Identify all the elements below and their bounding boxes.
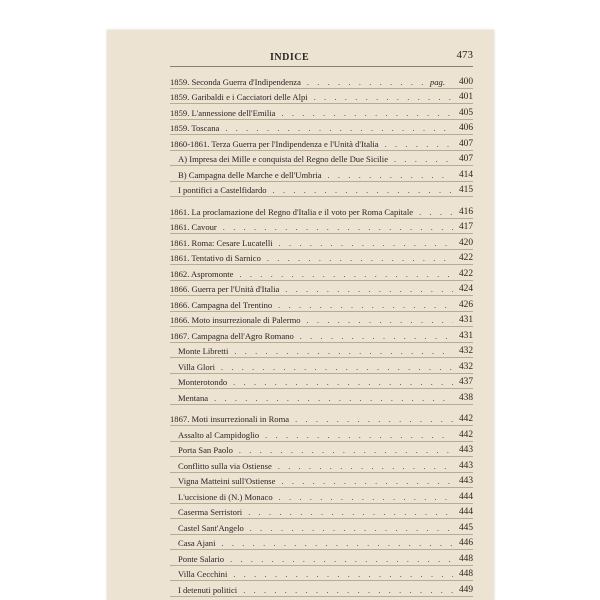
index-entry: 1860-1861. Terza Guerra per l'Indipendenza e l'Unità d'Italia . . . 407: [170, 135, 473, 151]
index-entry: 1859. Toscana . . . 406: [170, 120, 473, 136]
pag-abbrev: pag.: [429, 76, 445, 87]
index-entry: I pontifici a Castelfidardo . . . 415: [170, 182, 473, 198]
document-page: [107, 30, 494, 600]
index-entry: 1861. Tentativo di Sarnico . . . 422: [170, 250, 473, 266]
index-entry: 1859. Seconda Guerra d'Indipendenza . . . pag. 400: [170, 73, 473, 89]
index-entry: Monterotondo . . . 437: [170, 374, 473, 390]
index-entry: Villa Glori . . . 432: [170, 358, 473, 374]
index-list: [170, 73, 473, 600]
page-header: [170, 49, 473, 67]
index-entry: I detenuti politici . . . 449: [170, 581, 473, 597]
index-entry: 1866. Guerra per l'Unità d'Italia . . . 424: [170, 281, 473, 297]
index-entry: 1861. Cavour . . . 417: [170, 219, 473, 235]
index-entry: Caserma Serristori . . . 444: [170, 504, 473, 520]
index-entry: Ponte Salario . . . 448: [170, 550, 473, 566]
index-entry: [170, 597, 473, 600]
index-entry: B) Campagna delle Marche e dell'Umbria . . . 414: [170, 166, 473, 182]
index-entry: Mentana . . . 438: [170, 389, 473, 405]
index-entry: Villa Cecchini . . . 448: [170, 566, 473, 582]
index-entry: A) Impresa dei Mille e conquista del Regno delle Due Sicilie . . . 407: [170, 151, 473, 167]
index-entry: 1862. Aspromonte . . . 422: [170, 265, 473, 281]
page-number: 473: [456, 49, 473, 61]
index-entry: 1866. Moto insurrezionale di Palermo . . . 431: [170, 312, 473, 328]
index-entry: 1859. Garibaldi e i Cacciatori delle Alpi . . . 401: [170, 89, 473, 105]
index-entry: Conflitto sulla via Ostiense . . . 443: [170, 457, 473, 473]
index-entry: 1861. Roma: Cesare Lucatelli . . . 420: [170, 234, 473, 250]
index-entry: 1867. Moti insurrezionali in Roma . . . 442: [170, 411, 473, 427]
index-entry: 1859. L'annessione dell'Emilia . . . 405: [170, 104, 473, 120]
index-entry: Porta San Paolo . . . 443: [170, 442, 473, 458]
index-entry: 1861. La proclamazione del Regno d'Italia e il voto per Roma Capitale . . . 416: [170, 203, 473, 219]
index-title: INDICE: [270, 52, 310, 63]
index-entry: Casa Ajani . . . 446: [170, 535, 473, 551]
index-entry: Assalto al Campidoglio . . . 442: [170, 426, 473, 442]
index-entry: 1867. Campagna dell'Agro Romano . . . 431: [170, 327, 473, 343]
index-entry: Monte Libretti . . . 432: [170, 343, 473, 359]
index-entry: Vigna Matteini sull'Ostiense . . . 443: [170, 473, 473, 489]
index-entry: Castel Sant'Angelo . . . 445: [170, 519, 473, 535]
index-entry: 1866. Campagna del Trentino . . . 426: [170, 296, 473, 312]
index-entry: L'uccisione di (N.) Monaco . . . 444: [170, 488, 473, 504]
